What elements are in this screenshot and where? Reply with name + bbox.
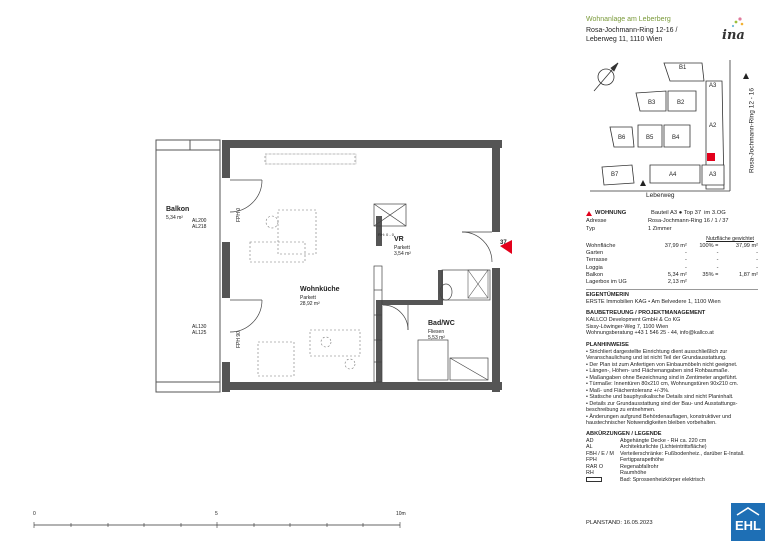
betreuung-line2: Sissy-Löwinger-Weg 7, 1100 Wien <box>586 323 669 330</box>
block-b1: B1 <box>679 65 687 71</box>
typ-label: Typ <box>586 226 596 232</box>
list-item: • Strichliert dargestellte Einrichtung dient ausschließlich zur <box>586 348 728 355</box>
block-b7: B7 <box>611 172 619 178</box>
wohnung-heading: WOHNUNG <box>595 210 627 216</box>
project-address-line1: Rosa-Jochmann-Ring 12-16 / <box>586 27 678 34</box>
area-table <box>586 243 758 286</box>
street-rosa-jochmann-ring: Rosa-Jochmann-Ring 12 - 16 <box>748 88 756 173</box>
block-b5: B5 <box>646 135 654 141</box>
list-item: • Der Plan ist zum Anfertigen von Einbaumöbeln nicht geeignet. <box>586 361 738 368</box>
scale-tick-5: 5 <box>215 511 218 517</box>
block-a3-bottom: A3 <box>709 172 717 178</box>
betreuung-heading: BAUBETREUUNG / PROJEKTMANAGEMENT <box>586 310 706 317</box>
legend-row: RH Raumhöhe <box>586 470 647 477</box>
label-al200: AL200 <box>192 218 207 224</box>
ehl-logo-text: EHL <box>735 518 761 533</box>
block-a2: A2 <box>709 123 717 129</box>
label-al130: AL130 <box>192 324 207 330</box>
block-b3: B3 <box>648 100 656 106</box>
room-balkon-name: Balkon <box>166 206 190 213</box>
room-balkon-area: 5,34 m² <box>166 215 183 221</box>
list-item: • Türmaße: Innentüren 80x210 cm, Wohnungstüren 90x210 cm. <box>586 381 739 388</box>
betreuung-line3: Wohnungsberatung +43 1 546 25 - 44, info@kallco.at <box>586 330 714 337</box>
betreuung-line1: KALLCO Development GmbH & Co KG <box>586 317 681 324</box>
label-al125: AL125 <box>192 330 207 336</box>
ehl-logo <box>731 503 765 541</box>
legend-row: AL Architekturlichte (Lichteintrittsfläche) <box>586 444 707 451</box>
list-item: • Längen-, Höhen- und Flächenangaben sind Rohbaumaße. <box>586 368 730 375</box>
apartment-marker <box>707 153 715 161</box>
scale-tick-10: 10m <box>396 511 406 517</box>
table-row: Terrasse - - - <box>586 257 758 264</box>
bauteil-info: Bauteil A3 ● Top 37 <box>651 210 702 216</box>
north-arrow-icon <box>594 63 618 91</box>
nutzflaeche-header: Nutzfläche gewichtet <box>706 236 754 242</box>
label-rh: RH: 0 - 0 <box>378 232 395 237</box>
typ-value: 1 Zimmer <box>648 226 672 232</box>
room-wohnkueche-area: 28,92 m² <box>300 301 320 307</box>
abk-heading: ABKÜRZUNGEN / LEGENDE <box>586 430 662 437</box>
project-title: Wohnanlage am Leberberg <box>586 16 671 23</box>
table-row: Garten - - - <box>586 250 758 257</box>
info-panel <box>586 209 758 484</box>
ina-logo <box>722 14 750 44</box>
hinweise-heading: PLANHINWEISE <box>586 341 629 348</box>
table-row: Wohnfläche 37,99 m² 100% = 37,99 m² <box>586 243 758 249</box>
label-al218: AL218 <box>192 224 207 230</box>
list-item: Veranschaulichung und ist nicht Teil der Grundausstattung. <box>586 355 727 362</box>
label-fph0: FPH 0 <box>236 207 242 222</box>
hinweise-list <box>586 349 758 427</box>
block-a3-top: A3 <box>709 83 717 89</box>
project-address-line2: Leberweg 11, 1110 Wien <box>586 36 663 43</box>
room-vr-sub: Parkett <box>394 245 410 251</box>
adresse-value: Rosa-Jochmann-Ring 16 / 1 / 37 <box>648 218 729 224</box>
list-item: • Maß- und Flächentoleranz +/-3%. <box>586 387 670 394</box>
room-vr-area: 3,54 m² <box>394 251 411 257</box>
list-item: beschreibung zu entnehmen. <box>586 407 656 414</box>
block-b6: B6 <box>618 135 626 141</box>
list-item: • Maßangaben ohne Bezeichnung sind in Zentimeter angeführt. <box>586 374 738 381</box>
site-plan <box>580 55 765 200</box>
room-wohnkueche-name: Wohnküche <box>300 286 340 293</box>
list-item: • Details zur Grundausstattung sind der Bau- und Ausstattungs- <box>586 400 738 407</box>
room-vr-name: VR <box>394 236 404 243</box>
legend-row: AD Abgehängte Decke - RH ca. 220 cm <box>586 437 707 444</box>
radiator-icon <box>586 477 602 482</box>
ina-logo-text: ina <box>722 28 745 43</box>
scale-bar <box>30 518 410 530</box>
room-badwc-area: 5,53 m² <box>428 335 445 341</box>
legend-row: Bad: Sprossenheizkörper elektrisch <box>586 477 758 485</box>
legend-row: FPH Fertigparapethöhe <box>586 457 665 464</box>
table-row: Balkon 5,34 m² 35% = 1,87 m² <box>586 271 758 278</box>
room-wohnkueche-sub: Parkett <box>300 295 316 301</box>
legend-row: RAR O Regenabfallrohr <box>586 463 659 470</box>
planstand: PLANSTAND: 16.05.2023 <box>586 520 653 526</box>
room-badwc-name: Bad/WC <box>428 320 455 327</box>
table-row: Loggia - - - <box>586 264 758 271</box>
floor-info: im 3.OG <box>704 210 726 216</box>
floor-plan <box>150 130 535 400</box>
adresse-label: Adresse <box>586 218 607 224</box>
door-number: 37 <box>500 240 507 246</box>
list-item: • Statische und bauphysikalische Details sind nicht Planinhalt. <box>586 394 734 401</box>
label-fph90: FPH 90 <box>236 331 242 348</box>
legend-row: FBH / E / M Verteilerschränke: Fußbodenheiz., darüber E-Install. <box>586 450 745 457</box>
block-a4: A4 <box>669 172 677 178</box>
table-row: Lagerbox im UG 2,13 m² <box>586 279 687 286</box>
scale-tick-0: 0 <box>33 511 36 517</box>
block-b2: B2 <box>677 100 685 106</box>
warning-triangle-icon <box>586 211 592 216</box>
list-item: • Änderungen aufgrund Behördenauflagen, konstruktiver und <box>586 413 732 420</box>
ehl-roof-icon <box>731 505 765 517</box>
eigentuemer-heading: EIGENTÜMERIN <box>586 292 629 299</box>
room-badwc-sub: Fliesen <box>428 329 445 335</box>
list-item: haustechnischer Notwendigkeiten bleiben vorbehalten. <box>586 420 717 427</box>
eigentuemer-text: ERSTE Immobilien KAG • Am Belvedere 1, 1100 Wien <box>586 299 721 306</box>
block-b4: B4 <box>672 135 680 141</box>
street-leberweg: Leberweg <box>646 192 675 199</box>
